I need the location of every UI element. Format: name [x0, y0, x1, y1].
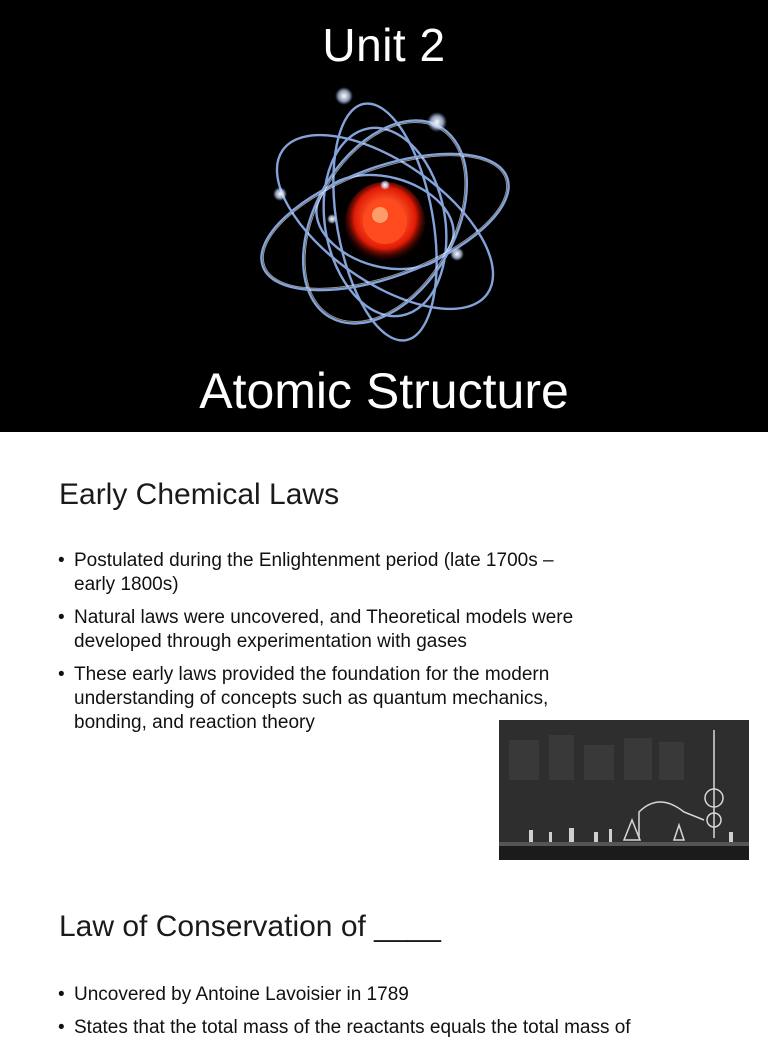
list-item: • States that the total mass of the reactants equals the total mass of — [58, 1017, 631, 1038]
laboratory-photo — [499, 720, 749, 860]
slide-heading: Law of Conservation of ____ — [59, 910, 441, 943]
list-item: • Postulated during the Enlightenment period (late 1700s – early 1800s) — [58, 550, 554, 595]
bullet-list — [58, 983, 738, 1049]
slide-heading: Early Chemical Laws — [59, 478, 340, 511]
bullet-icon: • — [58, 1017, 65, 1038]
slide-subtitle: Atomic Structure — [199, 363, 569, 419]
title-slide — [0, 0, 768, 432]
bullet-icon: • — [58, 607, 65, 628]
list-item: • These early laws provided the foundation for the modern understanding of concepts such as quantum mechanics, bonding, and reaction theory — [58, 664, 550, 733]
slide-title: Unit 2 — [322, 19, 446, 71]
bullet-icon: • — [58, 984, 65, 1005]
list-item: • Natural laws were uncovered, and Theoretical models were developed through experimentation with gases — [58, 607, 574, 652]
bullet-icon: • — [58, 550, 65, 571]
list-item: • Uncovered by Antoine Lavoisier in 1789 — [58, 984, 409, 1005]
bullet-list — [58, 549, 578, 744]
bullet-icon: • — [58, 664, 65, 685]
atom-illustration — [240, 82, 530, 360]
